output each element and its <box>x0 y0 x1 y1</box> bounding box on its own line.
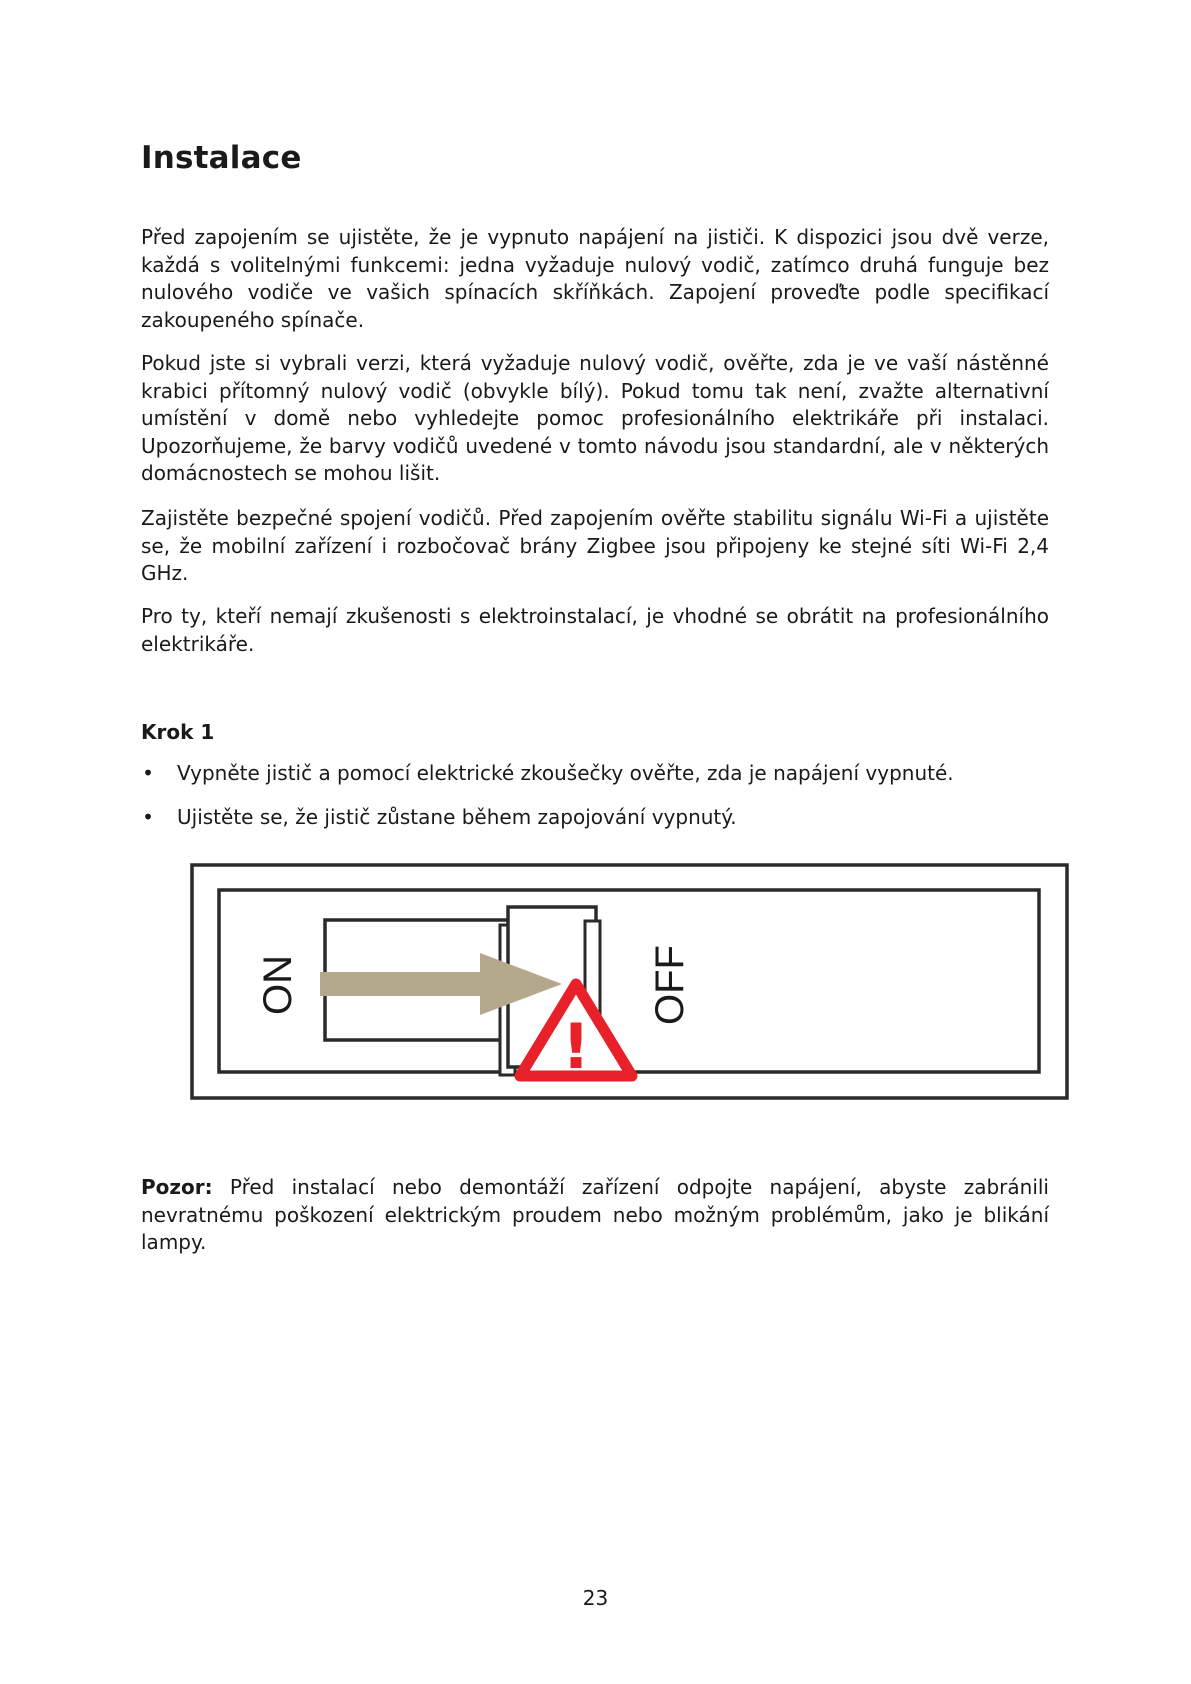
page-title: Instalace <box>141 140 302 176</box>
warning-text: Před instalací nebo demontáží zařízení odpojte napájení, abyste zabránili nevratnému poškození elektrickým proudem nebo možným problémům, jako je blikání lampy. <box>141 1175 1049 1254</box>
paragraph-wifi: Zajistěte bezpečné spojení vodičů. Před zapojením ověřte stabilitu signálu Wi-Fi a ujistěte se, že mobilní zařízení i rozbočovač brány Zigbee jsou připojeny ke stejné síti Wi-Fi 2,4 GHz. <box>141 506 1049 585</box>
warning-label: Pozor: <box>141 1175 213 1199</box>
paragraph-neutral-wire: Pokud jste si vybrali verzi, která vyžaduje nulový vodič, ověřte, zda je ve vaší nástěnné krabici přítomný nulový vodič (obvykle bílý). Pokud tomu tak není, zvažte alternativní umístění v domě nebo vyhledejte pomoc profesionálního elektrikáře při instalaci. Upozorňujeme, že barvy vodičů uvedené v tomto návodu jsou standardní, ale v některých domácnostech se mohou lišit. <box>141 351 1049 485</box>
on-label: ON <box>256 955 300 1015</box>
paragraph-electrician: Pro ty, kteří nemají zkušenosti s elektroinstalací, je vhodné se obrátit na profesionálního elektrikáře. <box>141 604 1049 656</box>
bullet-text: Ujistěte se, že jistič zůstane během zapojování vypnutý. <box>177 805 737 829</box>
step-heading: Krok 1 <box>141 720 215 744</box>
paragraph-power-off: Před zapojením se ujistěte, že je vypnuto napájení na jističi. K dispozici jsou dvě verze, každá s volitelnými funkcemi: jedna vyžaduje nulový vodič, zatímco druhá funguje bez nulového vodiče ve vašich spínacích skříňkách. Zapojení proveďte podle specifikací zakoupeného spínače. <box>141 225 1049 332</box>
warning-note <box>141 1174 1049 1257</box>
breaker-switch-diagram <box>190 863 1070 1113</box>
step-bullet-list <box>141 760 1049 848</box>
list-item <box>141 804 1049 831</box>
bullet-icon: • <box>142 761 154 785</box>
off-label: OFF <box>648 945 692 1025</box>
list-item <box>141 760 1049 787</box>
bullet-text: Vypněte jistič a pomocí elektrické zkoušečky ověřte, zda je napájení vypnuté. <box>177 761 954 785</box>
bullet-icon: • <box>142 805 154 829</box>
page-number: 23 <box>582 1586 609 1610</box>
warning-mark: ! <box>561 1010 591 1083</box>
